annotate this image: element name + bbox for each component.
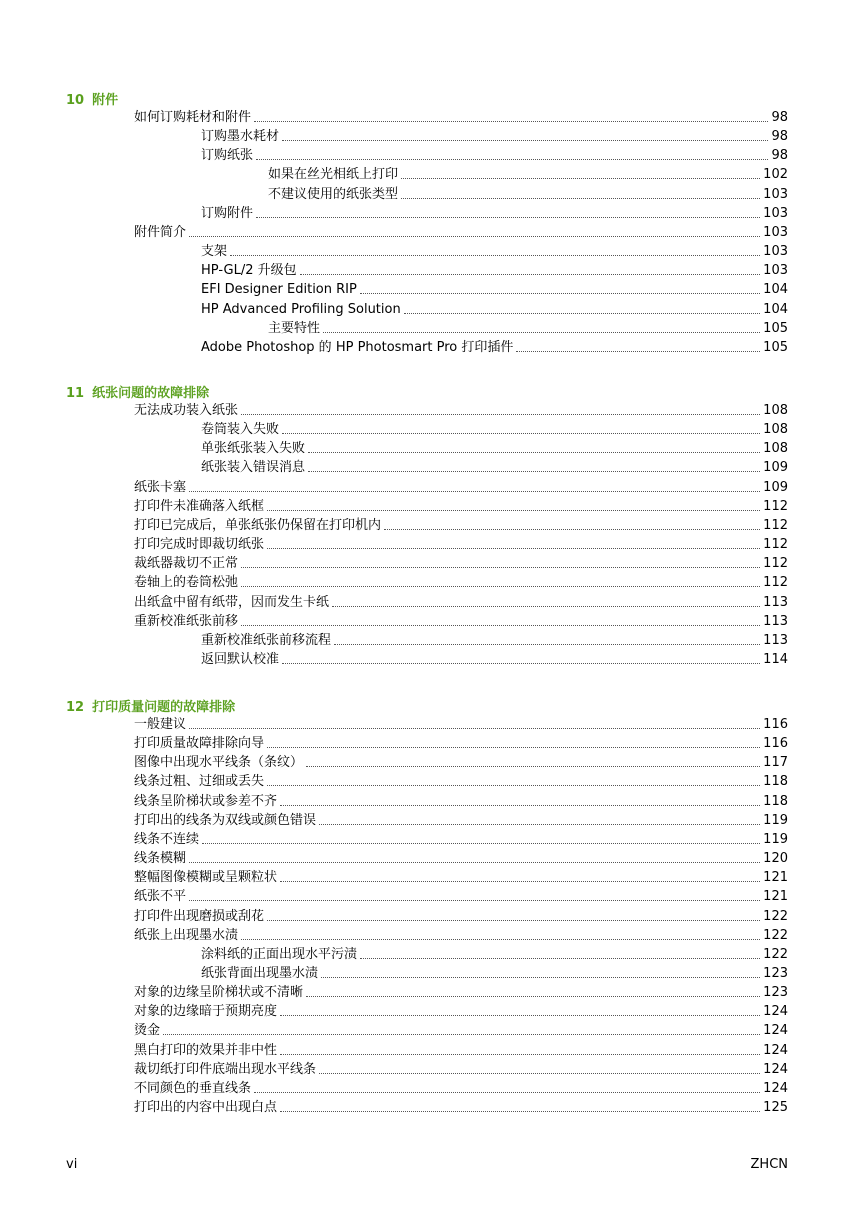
toc-entry[interactable] xyxy=(268,163,788,182)
chapter-title: 纸张问题的故障排除 xyxy=(92,386,210,401)
toc-entry-title: 打印件未准确落入纸框 xyxy=(134,498,265,514)
toc-entry-page: 119 xyxy=(763,831,788,847)
dot-leader xyxy=(282,423,760,434)
toc-entry-title: 打印出的内容中出现白点 xyxy=(134,1100,278,1115)
dot-leader xyxy=(241,615,760,626)
chapter-number: 10 xyxy=(66,93,85,108)
toc-entry-page: 124 xyxy=(763,1004,788,1020)
toc-entry-page: 112 xyxy=(763,537,788,553)
toc-entry-page: 109 xyxy=(763,479,788,495)
toc-entry-title: 订购附件 xyxy=(201,205,254,221)
toc-entry-title: 不建议使用的纸张类型 xyxy=(268,186,399,202)
dot-leader xyxy=(267,500,760,511)
toc-entry-title: 对象的边缘呈阶梯状或不清晰 xyxy=(134,985,304,1001)
dot-leader xyxy=(401,188,760,199)
toc-entry[interactable] xyxy=(134,552,788,571)
chapter-number: 11 xyxy=(66,386,85,401)
toc-entry-title: HP-GL/2 升级包 xyxy=(201,263,297,279)
dot-leader xyxy=(280,1044,760,1055)
toc-entry[interactable] xyxy=(201,943,788,962)
toc-entry[interactable] xyxy=(201,456,788,475)
toc-entry-page: 124 xyxy=(763,1023,788,1039)
dot-leader xyxy=(280,1005,760,1016)
toc-entry[interactable] xyxy=(134,106,788,125)
toc-entry[interactable] xyxy=(201,648,788,667)
toc-entry-page: 102 xyxy=(763,167,788,183)
dot-leader xyxy=(230,245,760,256)
dot-leader xyxy=(334,634,760,645)
toc-entry-page: 122 xyxy=(763,908,788,924)
toc-entry[interactable] xyxy=(134,981,788,1000)
dot-leader xyxy=(384,519,760,530)
toc-entry-page: 104 xyxy=(763,301,788,317)
toc-entry-title: 纸张卡塞 xyxy=(134,479,187,495)
dot-leader xyxy=(319,814,760,825)
toc-entry-title: 如何订购耗材和附件 xyxy=(134,110,252,125)
toc-entry[interactable] xyxy=(134,751,788,770)
toc-entry-page: 116 xyxy=(763,717,788,732)
dot-leader xyxy=(360,948,760,959)
dot-leader xyxy=(241,576,760,587)
chapter-number: 12 xyxy=(66,700,85,715)
toc-entry-title: 打印完成时即裁切纸张 xyxy=(134,537,265,553)
toc-entry-title: 纸张装入错误消息 xyxy=(201,460,306,476)
dot-leader xyxy=(241,404,760,415)
toc-entry-page: 105 xyxy=(763,320,788,336)
toc-entry-title: 附件简介 xyxy=(134,224,187,240)
toc-entry-page: 112 xyxy=(763,498,788,514)
toc-entry[interactable] xyxy=(201,278,788,297)
toc-entry-title: 一般建议 xyxy=(134,717,187,732)
toc-entry-page: 109 xyxy=(763,460,788,476)
toc-entry[interactable] xyxy=(134,591,788,610)
toc-entry-page: 98 xyxy=(771,110,788,125)
toc-entry-title: 黑白打印的效果并非中性 xyxy=(134,1042,278,1058)
toc-entry-page: 121 xyxy=(763,870,788,886)
toc-entry[interactable] xyxy=(134,809,788,828)
toc-entry[interactable] xyxy=(134,533,788,552)
toc-entry-title: 烫金 xyxy=(134,1023,161,1039)
dot-leader xyxy=(280,871,760,882)
chapter-heading xyxy=(66,89,118,108)
toc-entry-page: 123 xyxy=(763,965,788,981)
toc-entry[interactable] xyxy=(134,828,788,847)
toc-entry-title: 纸张背面出现墨水渍 xyxy=(201,965,319,981)
toc-entry[interactable] xyxy=(201,418,788,437)
toc-entry-title: 打印质量故障排除向导 xyxy=(134,736,265,752)
toc-entry-page: 113 xyxy=(763,594,788,610)
toc-entry-title: 如果在丝光相纸上打印 xyxy=(268,167,399,183)
toc-entry-page: 104 xyxy=(763,282,788,298)
dot-leader xyxy=(282,130,768,141)
dot-leader xyxy=(267,737,760,748)
dot-leader xyxy=(267,775,760,786)
toc-entry-title: 裁切纸打印件底端出现水平线条 xyxy=(134,1061,317,1077)
toc-entry[interactable] xyxy=(134,399,788,418)
dot-leader xyxy=(300,264,761,275)
toc-entry-page: 114 xyxy=(763,651,788,667)
toc-entry[interactable] xyxy=(134,476,788,495)
toc-entry[interactable] xyxy=(201,336,788,355)
toc-entry-title: 重新校准纸张前移流程 xyxy=(201,632,332,648)
toc-entry[interactable] xyxy=(134,847,788,866)
toc-entry[interactable] xyxy=(134,610,788,629)
dot-leader xyxy=(241,557,760,568)
toc-entry[interactable] xyxy=(201,144,788,163)
toc-entry-page: 108 xyxy=(763,403,788,418)
toc-entry[interactable] xyxy=(134,571,788,590)
toc-entry-page: 119 xyxy=(763,812,788,828)
toc-entry[interactable] xyxy=(134,495,788,514)
toc-entry-title: 线条不连续 xyxy=(134,831,200,847)
dot-leader xyxy=(321,967,760,978)
dot-leader xyxy=(306,986,760,997)
toc-entry[interactable] xyxy=(134,770,788,789)
dot-leader xyxy=(319,1063,760,1074)
toc-entry-page: 124 xyxy=(763,1042,788,1058)
dot-leader xyxy=(280,795,760,806)
toc-entry-page: 103 xyxy=(763,244,788,260)
toc-entry-title: 主要特性 xyxy=(268,320,321,336)
dot-leader xyxy=(516,341,760,352)
toc-entry-page: 112 xyxy=(763,556,788,572)
toc-entry[interactable] xyxy=(134,1039,788,1058)
toc-entry-title: 不同颜色的垂直线条 xyxy=(134,1080,252,1096)
dot-leader xyxy=(308,442,760,453)
toc-entry-title: 纸张上出现墨水渍 xyxy=(134,927,239,943)
toc-entry-page: 121 xyxy=(763,889,788,905)
toc-entry-title: 线条呈阶梯状或参差不齐 xyxy=(134,793,278,809)
dot-leader xyxy=(404,303,760,314)
toc-entry[interactable] xyxy=(201,437,788,456)
toc-entry-page: 112 xyxy=(763,517,788,533)
toc-entry-title: 订购纸张 xyxy=(201,148,254,164)
toc-entry[interactable] xyxy=(134,1058,788,1077)
dot-leader xyxy=(189,852,760,863)
dot-leader xyxy=(267,538,760,549)
toc-entry[interactable] xyxy=(134,866,788,885)
dot-leader xyxy=(189,226,760,237)
toc-entry[interactable] xyxy=(201,240,788,259)
toc-entry-title: 图像中出现水平线条（条纹） xyxy=(134,755,304,771)
toc-entry-page: 118 xyxy=(763,774,788,790)
toc-entry[interactable] xyxy=(134,1077,788,1096)
toc-entry-page: 103 xyxy=(763,205,788,221)
toc-entry[interactable] xyxy=(134,1096,788,1115)
toc-entry-title: 卷筒装入失败 xyxy=(201,422,280,438)
dot-leader xyxy=(401,168,760,179)
toc-entry[interactable] xyxy=(134,514,788,533)
toc-entry-page: 98 xyxy=(771,129,788,145)
toc-entry[interactable] xyxy=(201,298,788,317)
toc-entry-page: 122 xyxy=(763,946,788,962)
toc-entry[interactable] xyxy=(201,629,788,648)
toc-entry[interactable] xyxy=(268,317,788,336)
toc-entry-page: 113 xyxy=(763,632,788,648)
toc-entry-page: 123 xyxy=(763,985,788,1001)
toc-entry-title: 对象的边缘暗于预期亮度 xyxy=(134,1004,278,1020)
toc-entry-page: 125 xyxy=(763,1100,788,1115)
toc-entry[interactable] xyxy=(201,962,788,981)
toc-entry[interactable] xyxy=(134,713,788,732)
toc-entry-title: 整幅图像模糊或呈颗粒状 xyxy=(134,870,278,886)
toc-entry-title: 纸张不平 xyxy=(134,889,187,905)
toc-entry-page: 116 xyxy=(763,736,788,752)
toc-entry-page: 122 xyxy=(763,927,788,943)
toc-entry-page: 117 xyxy=(763,755,788,771)
toc-entry-page: 105 xyxy=(763,339,788,355)
dot-leader xyxy=(163,1024,760,1035)
toc-entry-title: 线条过粗、过细或丢失 xyxy=(134,774,265,790)
toc-entry-title: 支架 xyxy=(201,244,228,260)
dot-leader xyxy=(323,322,760,333)
toc-entry-title: 线条模糊 xyxy=(134,851,187,867)
toc-entry-title: HP Advanced Profiling Solution xyxy=(201,301,401,317)
toc-entry-title: 出纸盒中留有纸带，因而发生卡纸 xyxy=(134,594,330,610)
dot-leader xyxy=(189,890,760,901)
dot-leader xyxy=(254,111,768,122)
toc-entry-title: 打印出的线条为双线或颜色错误 xyxy=(134,812,317,828)
toc-entry[interactable] xyxy=(134,1019,788,1038)
toc-entry-title: 涂料纸的正面出现水平污渍 xyxy=(201,946,358,962)
chapter-title: 附件 xyxy=(92,93,119,108)
toc-entry[interactable] xyxy=(201,259,788,278)
chapter-title: 打印质量问题的故障排除 xyxy=(92,700,236,715)
toc-entry-title: 无法成功装入纸张 xyxy=(134,403,239,418)
toc-entry-title: 订购墨水耗材 xyxy=(201,129,280,145)
toc-entry[interactable] xyxy=(134,905,788,924)
dot-leader xyxy=(282,653,760,664)
footer-page-number: vi xyxy=(66,1157,78,1172)
toc-entry[interactable] xyxy=(201,125,788,144)
toc-entry-page: 98 xyxy=(771,148,788,164)
toc-entry[interactable] xyxy=(268,183,788,202)
dot-leader xyxy=(256,207,760,218)
toc-entry[interactable] xyxy=(134,732,788,751)
toc-entry-page: 103 xyxy=(763,186,788,202)
toc-entry-title: 打印件出现磨损或刮花 xyxy=(134,908,265,924)
toc-entry-title: 重新校准纸张前移 xyxy=(134,613,239,629)
toc-entry-page: 124 xyxy=(763,1080,788,1096)
toc-entry-page: 103 xyxy=(763,224,788,240)
toc-entry-title: Adobe Photoshop 的 HP Photosmart Pro 打印插件 xyxy=(201,339,514,355)
toc-entry-page: 113 xyxy=(763,613,788,629)
toc-entry[interactable] xyxy=(134,924,788,943)
toc-entry-title: 单张纸张装入失败 xyxy=(201,441,306,457)
toc-entry[interactable] xyxy=(201,202,788,221)
dot-leader xyxy=(189,481,760,492)
toc-entry-title: 裁纸器裁切不正常 xyxy=(134,556,239,572)
toc-entry[interactable] xyxy=(134,790,788,809)
dot-leader xyxy=(332,596,760,607)
dot-leader xyxy=(202,833,760,844)
toc-entry[interactable] xyxy=(134,221,788,240)
dot-leader xyxy=(254,1082,760,1093)
toc-entry-page: 112 xyxy=(763,575,788,591)
toc-entry-page: 118 xyxy=(763,793,788,809)
toc-entry-title: 返回默认校准 xyxy=(201,651,280,667)
dot-leader xyxy=(267,910,760,921)
dot-leader xyxy=(280,1101,760,1112)
toc-entry[interactable] xyxy=(134,1000,788,1019)
toc-entry-title: EFI Designer Edition RIP xyxy=(201,282,357,298)
footer-language-code: ZHCN xyxy=(750,1157,788,1172)
dot-leader xyxy=(360,283,760,294)
dot-leader xyxy=(189,718,760,729)
toc-entry-page: 120 xyxy=(763,851,788,867)
toc-entry-page: 108 xyxy=(763,422,788,438)
dot-leader xyxy=(308,461,760,472)
toc-entry-page: 124 xyxy=(763,1061,788,1077)
toc-entry[interactable] xyxy=(134,885,788,904)
toc-entry-title: 打印已完成后，单张纸张仍保留在打印机内 xyxy=(134,517,382,533)
toc-entry-page: 103 xyxy=(763,263,788,279)
dot-leader xyxy=(256,149,768,160)
toc-entry-title: 卷轴上的卷筒松弛 xyxy=(134,575,239,591)
toc-entry-page: 108 xyxy=(763,441,788,457)
dot-leader xyxy=(306,756,760,767)
dot-leader xyxy=(241,929,760,940)
